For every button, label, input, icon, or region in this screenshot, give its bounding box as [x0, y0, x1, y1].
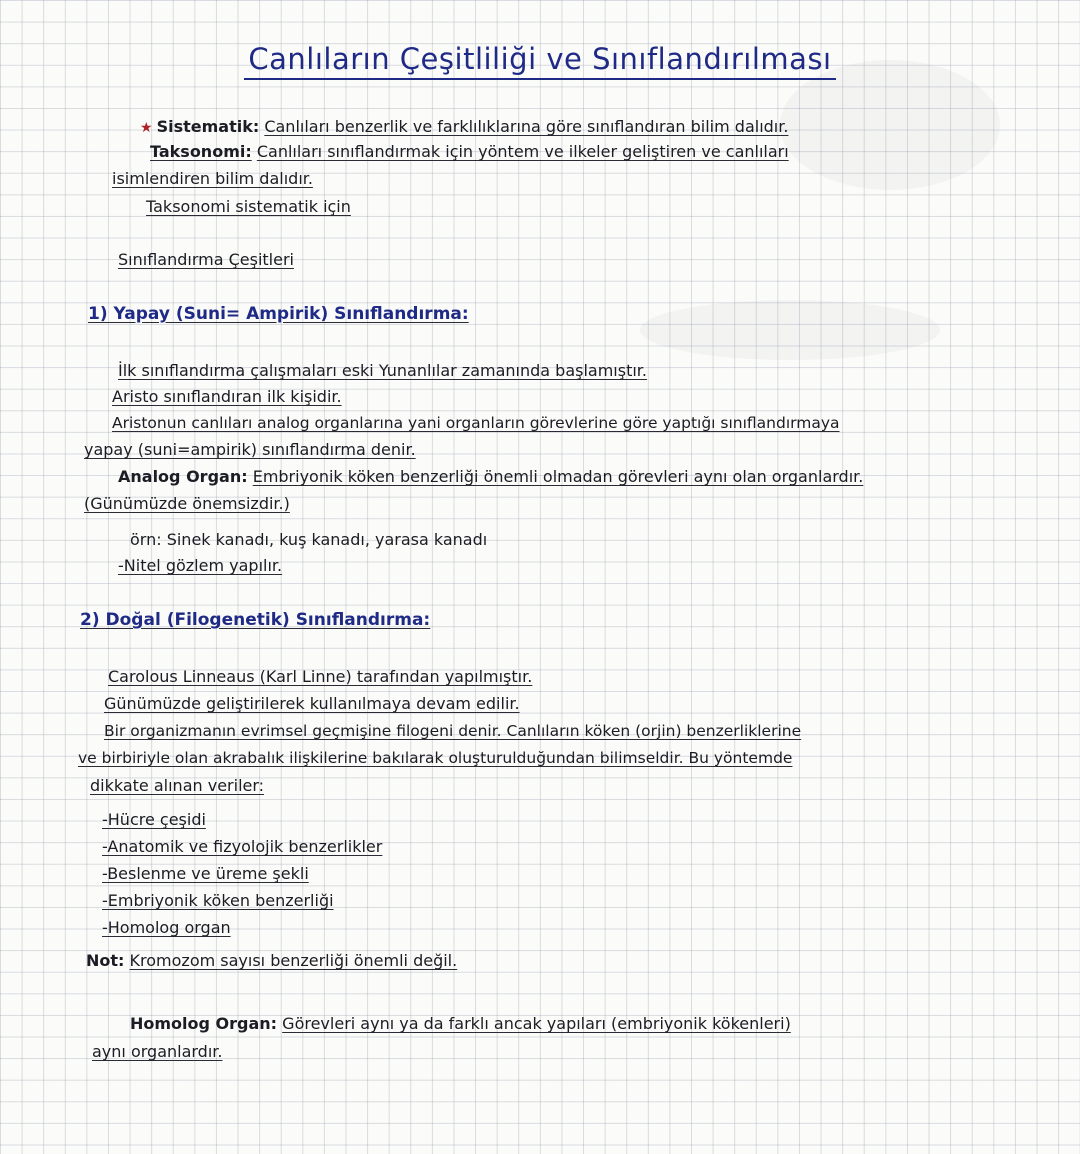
criteria-item: -Homolog organ — [102, 918, 231, 937]
artificial-heading: 1) Yapay (Suni= Ampirik) Sınıflandırma: — [88, 304, 469, 324]
sistematik-definition: ★ Sistematik: Canlıları benzerlik ve farklılıklarına göre sınıflandıran bilim dalıdır. — [140, 117, 789, 136]
homolog-definition-cont: aynı organlardır. — [92, 1042, 223, 1061]
homolog-definition: Homolog Organ: Görevleri aynı ya da farklı ancak yapıları (embriyonik kökenleri) — [130, 1014, 791, 1033]
natural-note: Not: Kromozom sayısı benzerliği önemli değil. — [86, 951, 458, 970]
natural-line-2: Günümüzde geliştirilerek kullanılmaya devam edilir. — [104, 694, 520, 713]
analog-note: (Günümüzde önemsizdir.) — [84, 494, 290, 513]
criteria-item: -Hücre çeşidi — [102, 810, 206, 829]
natural-line-4: ve birbiriyle olan akrabalık ilişkilerine bakılarak oluşturulduğundan bilimseldir. Bu yöntemde — [78, 749, 793, 767]
star-bullet-icon: ★ — [140, 120, 153, 136]
criteria-item: -Beslenme ve üreme şekli — [102, 864, 309, 883]
natural-heading: 2) Doğal (Filogenetik) Sınıflandırma: — [80, 610, 431, 630]
page-title: Canlıların Çeşitliliği ve Sınıflandırılması — [0, 42, 1080, 80]
natural-line-5: dikkate alınan veriler: — [90, 776, 265, 795]
observation-note: -Nitel gözlem yapılır. — [118, 556, 283, 575]
artificial-line-2: Aristo sınıflandıran ilk kişidir. — [112, 387, 342, 406]
artificial-line-1: İlk sınıflandırma çalışmaları eski Yunanlılar zamanında başlamıştır. — [118, 361, 647, 380]
criteria-item: -Embriyonik köken benzerliği — [102, 891, 334, 910]
analog-example: örn: Sinek kanadı, kuş kanadı, yarasa kanadı — [130, 530, 488, 549]
taksonomi-definition-cont: isimlendiren bilim dalıdır. — [112, 169, 313, 188]
taksonomi-definition: Taksonomi: Canlıları sınıflandırmak için yöntem ve ilkeler geliştiren ve canlıları — [150, 142, 789, 161]
artificial-line-4: yapay (suni=ampirik) sınıflandırma denir. — [84, 440, 416, 459]
criteria-item: -Anatomik ve fizyolojik benzerlikler — [102, 837, 383, 856]
types-heading: Sınıflandırma Çeşitleri — [118, 250, 294, 269]
artificial-line-3: Aristonun canlıları analog organlarına yani organların görevlerine göre yaptığı sınıflandırmaya — [112, 414, 840, 432]
taksonomi-note: Taksonomi sistematik için — [146, 197, 351, 216]
analog-definition: Analog Organ: Embriyonik köken benzerliği önemli olmadan görevleri aynı olan organlardır. — [118, 467, 864, 486]
natural-line-1: Carolous Linneaus (Karl Linne) tarafından yapılmıştır. — [108, 667, 533, 686]
natural-line-3: Bir organizmanın evrimsel geçmişine filogeni denir. Canlıların köken (orjin) benzerliklerine — [104, 722, 802, 740]
paper-smudge — [640, 300, 940, 360]
